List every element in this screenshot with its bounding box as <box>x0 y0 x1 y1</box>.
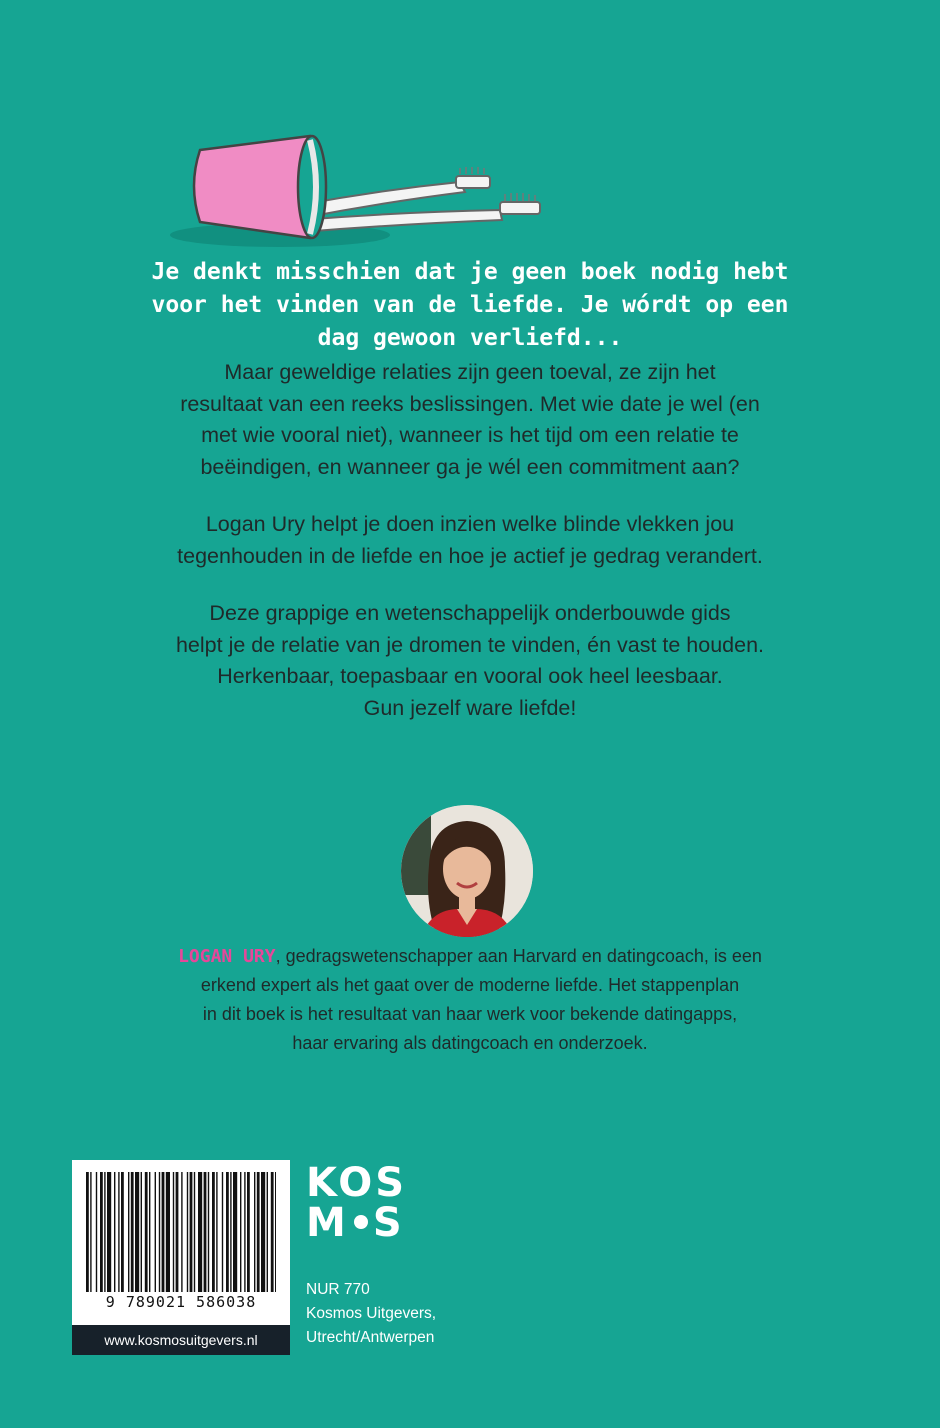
intro-text <box>120 256 820 355</box>
publisher-logo <box>306 1160 416 1246</box>
publisher-name: Kosmos Uitgevers, <box>306 1305 437 1322</box>
text-line: , gedragswetenschapper aan Harvard en datingcoach, is een <box>275 946 762 966</box>
text-line: tegenhouden in de liefde en hoe je actief je gedrag verandert. <box>177 543 763 568</box>
imprint-info <box>306 1278 556 1350</box>
intro-line: voor het vinden van de liefde. Je wórdt op een <box>151 292 789 318</box>
logo-letter: S <box>372 1200 405 1246</box>
blurb-paragraph <box>90 598 850 724</box>
author-name: LOGAN URY <box>178 946 276 967</box>
blurb-text <box>90 357 850 750</box>
logo-dot-icon <box>354 1215 368 1229</box>
toothbrush-icon <box>300 176 540 232</box>
nur-code: NUR 770 <box>306 1281 370 1298</box>
intro-line: Je denkt misschien dat je geen boek nodig hebt <box>151 259 789 285</box>
text-line: Gun jezelf ware liefde! <box>363 695 577 720</box>
text-line: Deze grappige en wetenschappelijk onderbouwde gids <box>209 601 731 625</box>
text-line: helpt je de relatie van je dromen te vinden, én vast te houden. <box>175 632 765 657</box>
text-line: Logan Ury helpt je doen inzien welke blinde vlekken jou <box>205 512 735 536</box>
author-bio <box>120 942 820 1058</box>
publisher-city: Utrecht/Antwerpen <box>306 1329 435 1346</box>
barcode-icon <box>86 1172 276 1292</box>
text-line: Maar geweldige relaties zijn geen toeval, ze zijn het <box>224 360 716 384</box>
barcode-box <box>72 1160 290 1355</box>
text-line: beëindigen, en wanneer ga je wél een commitment aan? <box>200 454 740 479</box>
cup-toothbrush-illustration <box>160 110 560 260</box>
text-line: met wie vooral niet), wanneer is het tijd om een relatie te <box>201 423 739 447</box>
blurb-paragraph <box>90 357 850 483</box>
blurb-paragraph <box>90 509 850 572</box>
intro-line: dag gewoon verliefd... <box>317 325 623 351</box>
text-line: erkend expert als het gaat over de moderne liefde. Het stappenplan <box>200 975 740 995</box>
text-line: resultaat van een reeks beslissingen. Met wie date je wel (en <box>180 391 760 416</box>
publisher-website: www.kosmosuitgevers.nl <box>72 1325 290 1355</box>
text-line: haar ervaring als datingcoach en onderzoek. <box>292 1033 648 1053</box>
logo-letter: M <box>306 1200 349 1246</box>
isbn-number: 9 789021 586038 <box>105 1293 257 1311</box>
logo-row: KOS <box>306 1160 408 1206</box>
text-line: Herkenbaar, toepasbaar en vooral ook heel leesbaar. <box>217 664 723 688</box>
text-line: in dit boek is het resultaat van haar werk voor bekende datingapps, <box>202 1004 738 1024</box>
author-photo <box>401 805 533 937</box>
logo-row <box>306 1200 416 1246</box>
